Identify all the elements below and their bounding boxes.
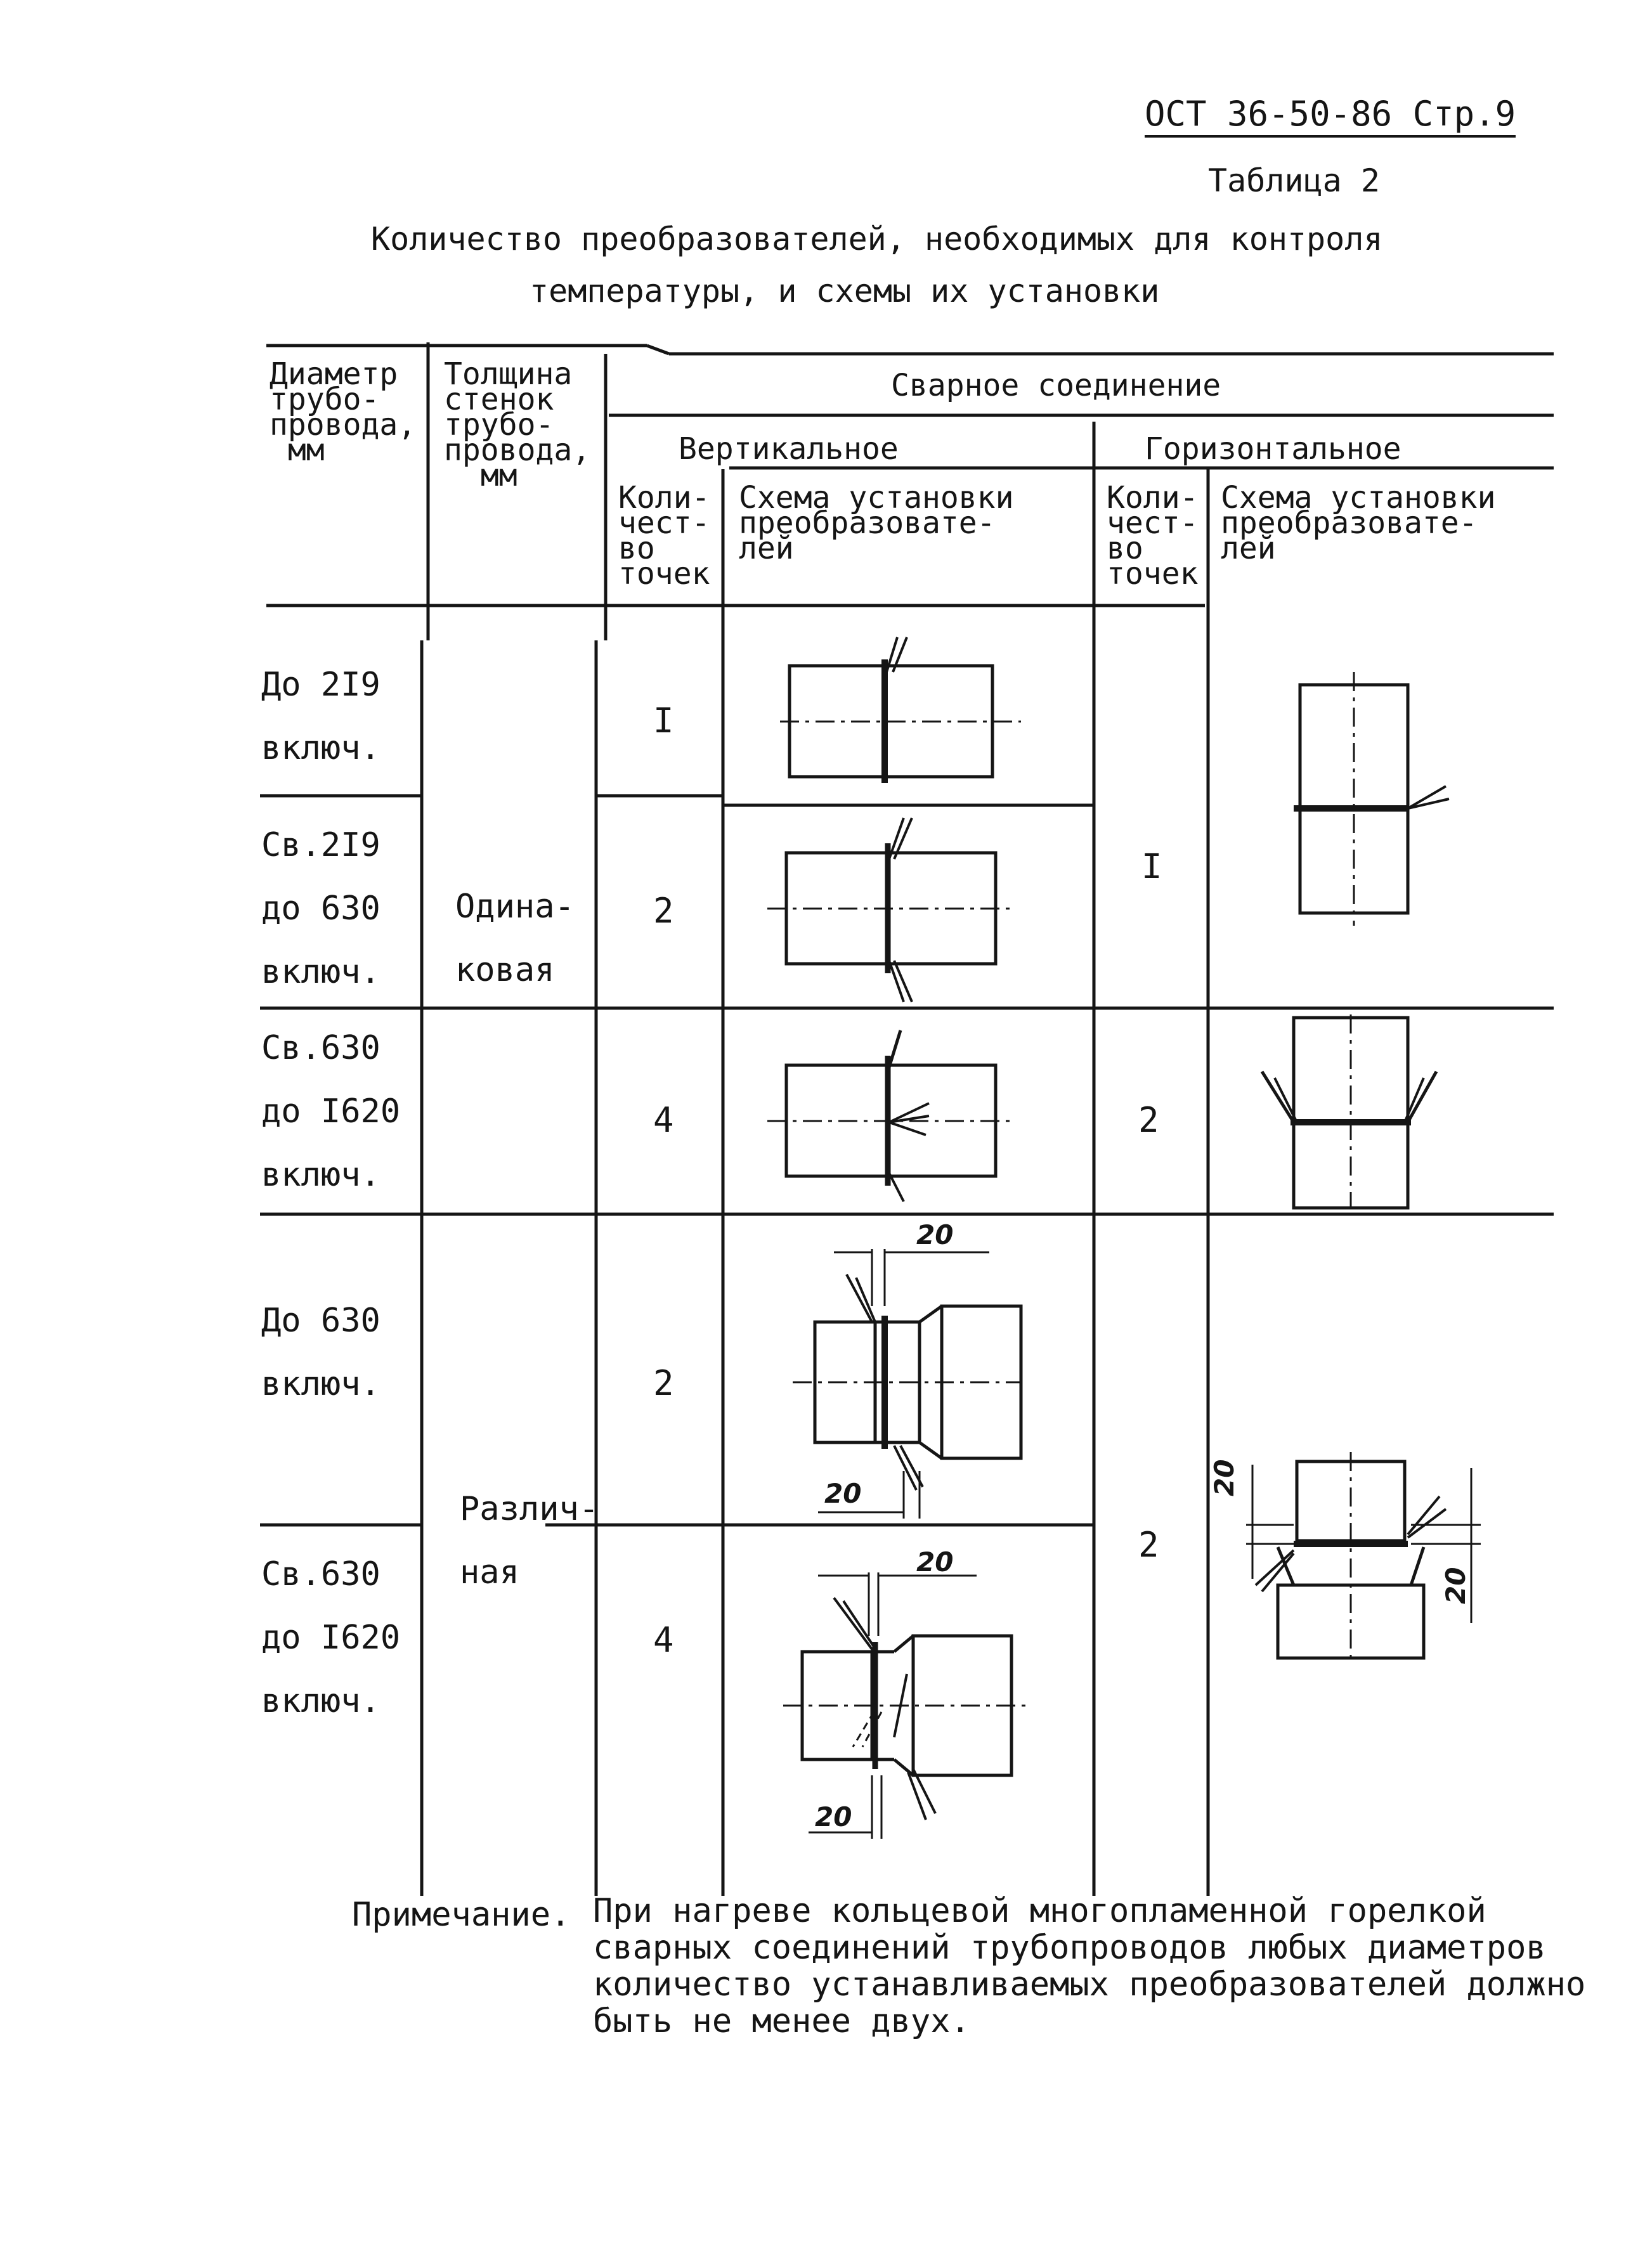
row-diameter: До 630 включ. [261, 1302, 380, 1403]
scheme-horizontal-different-2-points [1246, 1452, 1481, 1658]
dimension-label: 20 [815, 1801, 852, 1832]
count-vertical: 2 [653, 891, 674, 931]
dimension-label: 20 [1440, 1567, 1471, 1604]
dimension-label: 20 [916, 1546, 954, 1578]
scheme-vertical-1-point [780, 637, 1021, 783]
wall-thickness-different: Различ- ная [460, 1490, 599, 1591]
table-title-line-2: температуры, и схемы их установки [530, 273, 1160, 309]
column-header-count-horizontal: Коли- чест- во точек [1107, 480, 1199, 592]
column-header-horizontal: Горизонтальное [1145, 431, 1401, 467]
count-vertical: 4 [653, 1620, 674, 1660]
table-title-line-1: Количество преобразователей, необходимых для контроля [371, 221, 1383, 257]
column-header-vertical: Вертикальное [679, 431, 899, 467]
count-vertical: I [653, 701, 674, 741]
note-text: При нагреве кольцевой многопламенной горелкой сварных соединений трубопроводов любых диаметров количество устанавливаемых преобразователей должно быть не менее двух. [593, 1892, 1586, 2040]
row-diameter: Св.630 до I620 включ. [261, 1029, 401, 1194]
count-vertical: 4 [653, 1100, 674, 1140]
dimension-label: 20 [916, 1219, 954, 1250]
count-vertical: 2 [653, 1363, 674, 1403]
scheme-vertical-2-points [767, 818, 1015, 1002]
column-header-scheme-horizontal: Схема установки преобразовате- лей [1221, 480, 1496, 566]
column-header-wall-thickness: Толщина стенок трубо- провода, мм [444, 356, 591, 493]
column-header-scheme-vertical: Схема установки преобразовате- лей [739, 480, 1014, 566]
count-horizontal: 2 [1138, 1525, 1159, 1565]
count-horizontal: 2 [1138, 1100, 1159, 1140]
scheme-horizontal-1-point [1294, 672, 1449, 926]
column-header-diameter: Диаметр трубо- провода, мм [270, 356, 417, 468]
row-diameter: До 2I9 включ. [261, 666, 380, 767]
wall-thickness-same: Одина- ковая [455, 888, 575, 989]
column-header-weld-joint: Сварное соединение [891, 368, 1221, 403]
row-diameter: Св.2I9 до 630 включ. [261, 826, 380, 991]
dimension-label: 20 [824, 1478, 862, 1509]
scheme-horizontal-2-points [1262, 1014, 1436, 1208]
dimension-label: 20 [1209, 1459, 1240, 1496]
note-label: Примечание. [352, 1896, 571, 1934]
scheme-vertical-different-4-points [783, 1572, 1027, 1839]
row-diameter: Св.630 до I620 включ. [261, 1555, 401, 1720]
count-horizontal: I [1141, 846, 1162, 886]
column-header-count-vertical: Коли- чест- во точек [618, 480, 710, 592]
scheme-vertical-4-points [767, 1030, 1015, 1202]
table-number: Таблица 2 [1208, 162, 1380, 199]
standard-reference: ОСТ 36-50-86 Стр.9 [1145, 94, 1516, 138]
